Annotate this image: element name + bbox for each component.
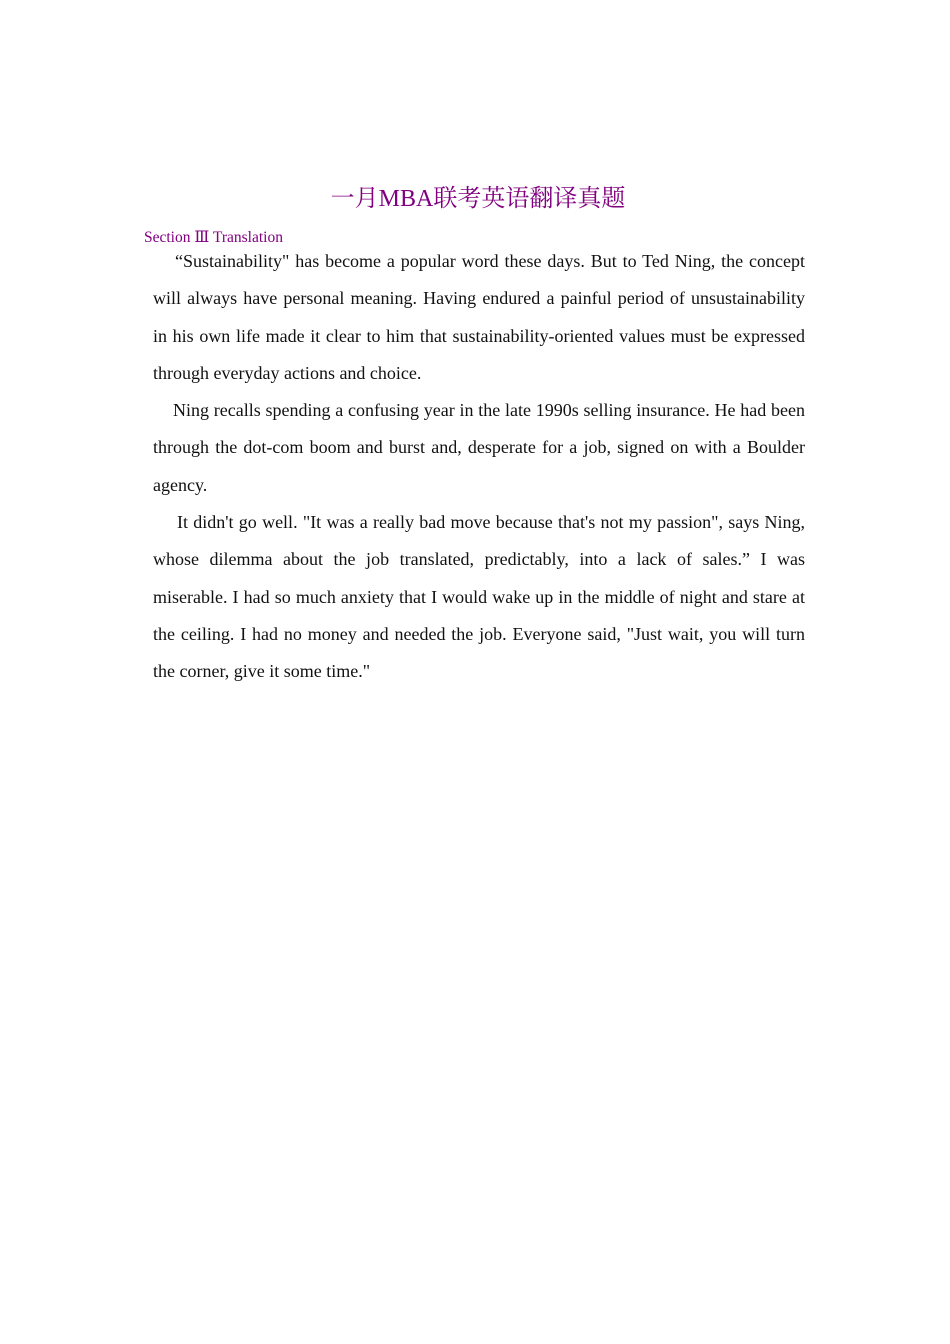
paragraph-1: “Sustainability" has become a popular word these days. But to Ted Ning, the concept will always have personal meaning. Having endured a painful period of unsustainability in his own life made it clear to him that sustainability-oriented values must be expressed through everyday actions and choice. xyxy=(153,251,805,383)
section-label: Section Ⅲ Translation xyxy=(144,229,283,246)
document-title: 一月MBA联考英语翻译真题 xyxy=(330,186,626,212)
paragraph-3: It didn't go well. "It was a really bad move because that's not my passion", says Ning, whose dilemma about the job translated, predictably, into a lack of sales.” I was miserable. I had so much anxiety that I would wake up in the middle of night and stare at the ceiling. I had no money and needed the job. Everyone said, "Just wait, you will turn the corner, give it some time." xyxy=(153,512,805,682)
paragraph-2: Ning recalls spending a confusing year in the late 1990s selling insurance. He had been through the dot-com boom and burst and, desperate for a job, signed on with a Boulder agency. xyxy=(153,400,805,495)
document-body xyxy=(153,243,805,691)
